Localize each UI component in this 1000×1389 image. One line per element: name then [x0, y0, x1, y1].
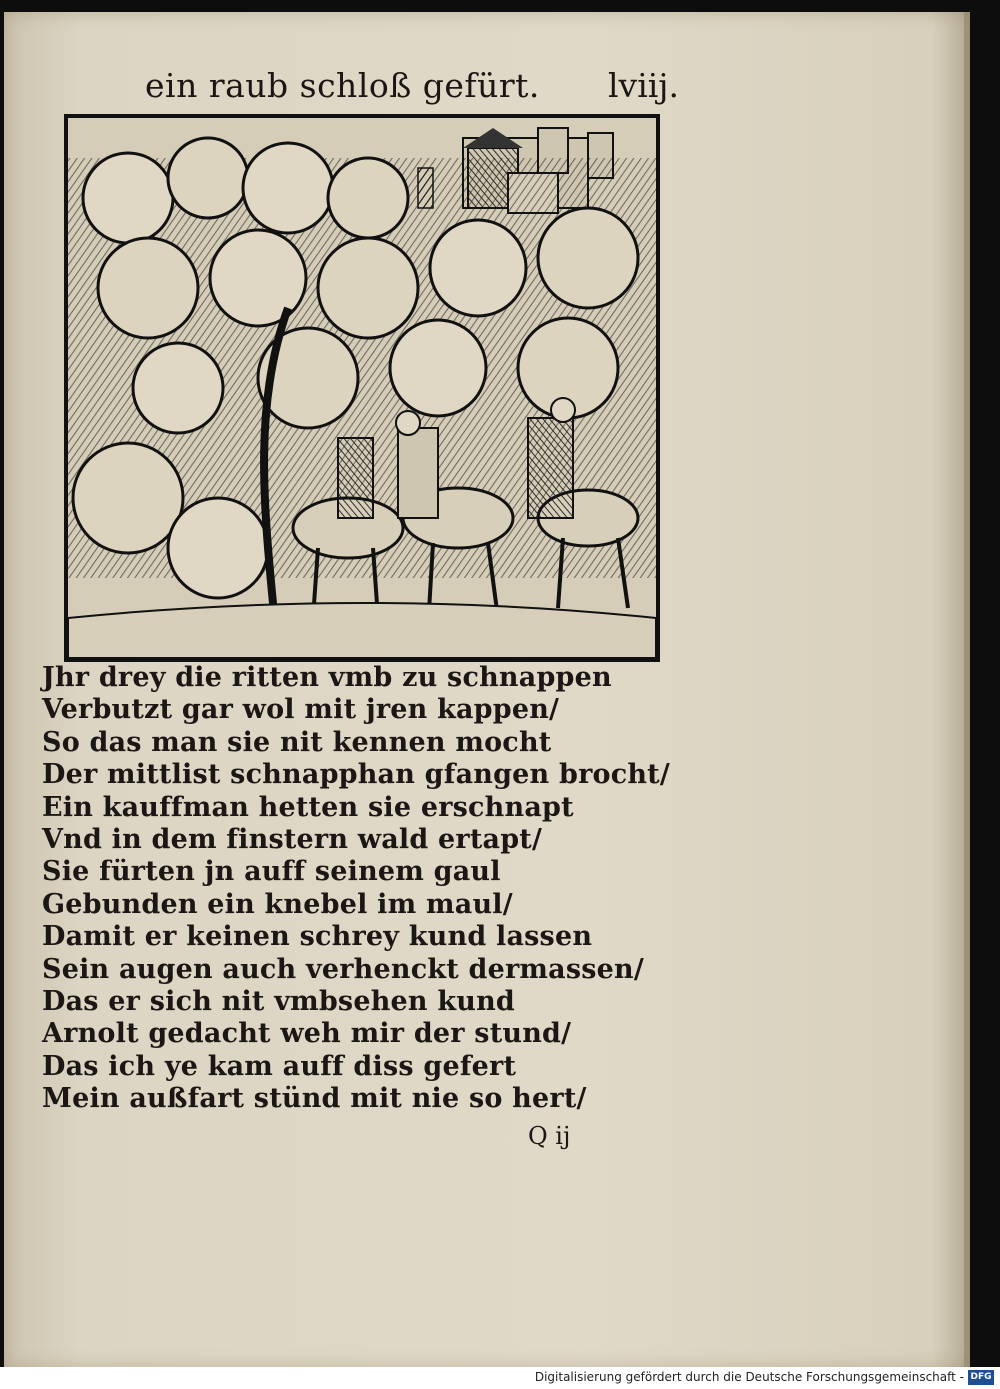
verse-line: Sie fürten jn auff seinem gaul	[42, 856, 501, 888]
footer-credit: Digitalisierung gefördert durch die Deutsche Forschungsgemeinschaft -	[534, 1370, 964, 1384]
signature-mark: Q ij	[528, 1122, 571, 1150]
verse-line: Ein kauffman hetten sie erschnapt	[42, 791, 574, 823]
verse-line: Der mittlist schnapphan gfangen brocht/	[42, 759, 670, 791]
folio-number: lviij.	[608, 66, 680, 105]
page-edge	[964, 12, 970, 1368]
verse-line: Jhr drey die ritten vmb zu schnappen	[42, 662, 612, 693]
verse-line: Gebunden ein knebel im maul/	[42, 888, 513, 920]
running-head: ein raub schloß gefürt.	[145, 66, 540, 105]
verse-line: Vnd in dem finstern wald ertapt/	[42, 823, 543, 855]
verse-line: Das ich ye kam auff diss gefert	[42, 1050, 517, 1082]
verse-text	[42, 662, 670, 1115]
woodcut-drawing	[68, 118, 656, 658]
verse-line: Damit er keinen schrey kund lassen	[42, 921, 593, 953]
verse-line: Mein außfart stünd mit nie so hert/	[42, 1083, 587, 1115]
woodcut-illustration	[64, 114, 660, 662]
dfg-logo-icon: DFG	[968, 1370, 994, 1385]
verse-line: Verbutzt gar wol mit jren kappen/	[42, 694, 560, 726]
verse-line: Sein augen auch verhenckt dermassen/	[42, 953, 644, 985]
verse-line: Arnolt gedacht weh mir der stund/	[42, 1018, 572, 1050]
footer-bar	[0, 1367, 1000, 1389]
verse-line: Das er sich nit vmbsehen kund	[42, 985, 516, 1017]
verse-line: So das man sie nit kennen mocht	[42, 726, 552, 758]
